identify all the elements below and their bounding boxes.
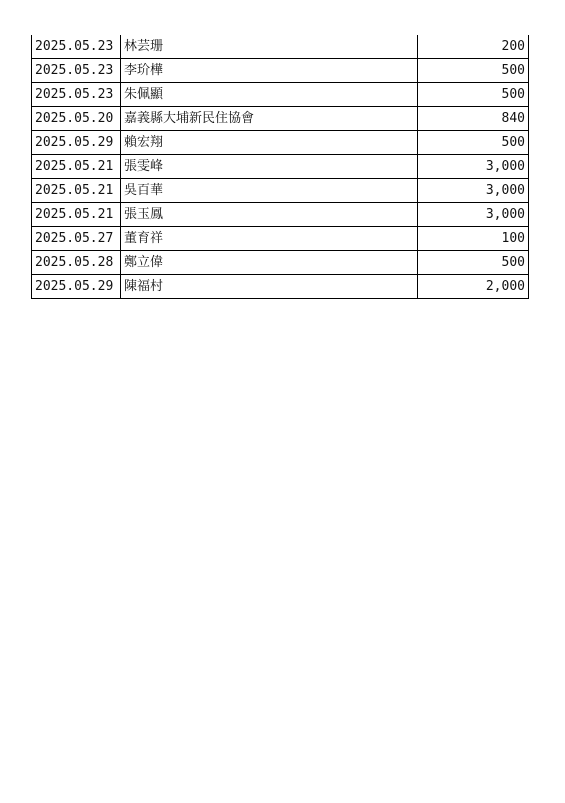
donor-name-cell: 李玠樺 [121,59,418,83]
amount-cell: 500 [418,59,529,83]
date-cell: 2025.05.23 [32,35,121,59]
donation-table [31,35,529,299]
date-cell: 2025.05.29 [32,131,121,155]
table-row [32,83,529,107]
amount-cell: 3,000 [418,179,529,203]
date-cell: 2025.05.21 [32,179,121,203]
table-row [32,227,529,251]
donor-name-cell: 鄭立偉 [121,251,418,275]
donor-name-cell: 林芸珊 [121,35,418,59]
date-cell: 2025.05.28 [32,251,121,275]
amount-cell: 500 [418,251,529,275]
table-row [32,251,529,275]
amount-cell: 200 [418,35,529,59]
table-row [32,107,529,131]
donation-table-body [32,35,529,299]
amount-cell: 100 [418,227,529,251]
donor-name-cell: 陳福村 [121,275,418,299]
table-row [32,35,529,59]
table-row [32,275,529,299]
amount-cell: 3,000 [418,155,529,179]
amount-cell: 840 [418,107,529,131]
table-row [32,155,529,179]
date-cell: 2025.05.23 [32,59,121,83]
date-cell: 2025.05.29 [32,275,121,299]
date-cell: 2025.05.21 [32,155,121,179]
table-row [32,179,529,203]
date-cell: 2025.05.27 [32,227,121,251]
donor-name-cell: 嘉義縣大埔新民住協會 [121,107,418,131]
date-cell: 2025.05.23 [32,83,121,107]
table-row [32,131,529,155]
table-row [32,59,529,83]
amount-cell: 3,000 [418,203,529,227]
donor-name-cell: 張雯峰 [121,155,418,179]
donation-ledger [31,35,528,299]
amount-cell: 500 [418,83,529,107]
donor-name-cell: 吳百華 [121,179,418,203]
date-cell: 2025.05.21 [32,203,121,227]
donor-name-cell: 張玉鳳 [121,203,418,227]
donor-name-cell: 賴宏翔 [121,131,418,155]
donor-name-cell: 朱佩顯 [121,83,418,107]
table-row [32,203,529,227]
date-cell: 2025.05.20 [32,107,121,131]
donor-name-cell: 董育祥 [121,227,418,251]
amount-cell: 2,000 [418,275,529,299]
amount-cell: 500 [418,131,529,155]
